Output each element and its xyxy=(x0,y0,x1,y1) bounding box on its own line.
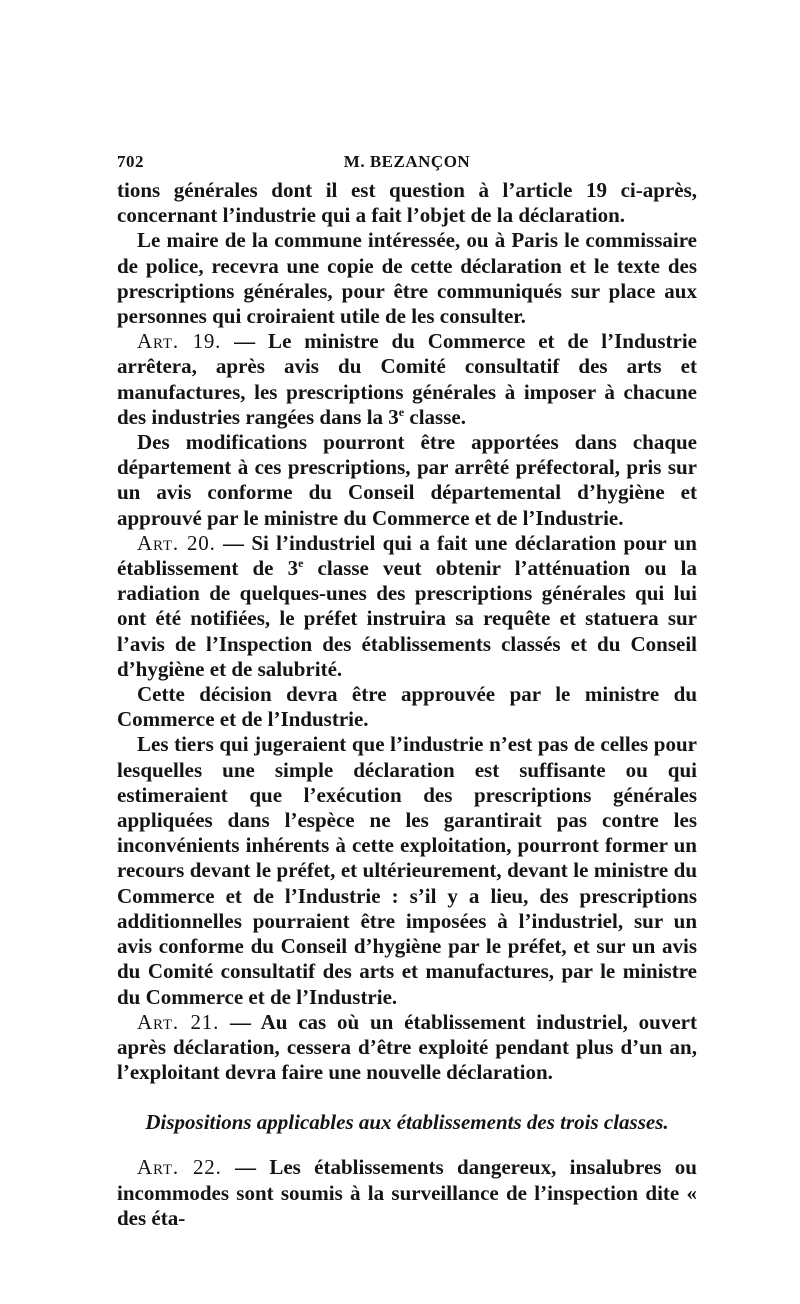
article-22 xyxy=(117,1155,697,1231)
article-19 xyxy=(117,329,697,430)
paragraph-text: Les tiers qui jugeraient que l’industrie n’est pas de celles pour lesquelles une simple déclaration est suffisante ou qui estimeraient que l’exécution des prescriptions générales appliquées dans l’espèce ne les garantirait pas contre les inconvénients inhérents à cette exploitation, pourront former un recours devant le préfet, et ultérieurement, devant le ministre du Commerce et de l’Industrie : s’il y a lieu, des prescriptions additionnelles pourraient être imposées à l’industriel, sur un avis conforme du Conseil d’hygiène par le préfet, et sur un avis du Comité consultatif des arts et manufactures, par le ministre du Commerce et de l’Industrie. xyxy=(117,732,697,1009)
paragraph-text: tions générales dont il est question à l’article 19 ci-après, concernant l’industrie qui a fait l’objet de la déclaration. xyxy=(117,178,697,228)
section-heading: Dispositions applicables aux établissements des trois classes. xyxy=(145,1110,669,1135)
ordinal-superscript: e xyxy=(298,556,304,571)
article-label: Art. 19. xyxy=(137,329,222,354)
body-text xyxy=(117,178,697,1231)
article-label: Art. 22. xyxy=(137,1155,222,1180)
paragraph-continuation xyxy=(117,178,697,228)
paragraph-mayor xyxy=(117,228,697,329)
paragraph-decision xyxy=(117,682,697,732)
article-21 xyxy=(117,1010,697,1086)
article-text: — Si l’industriel qui a fait une déclaration pour un établissement de 3 xyxy=(117,530,697,581)
article-label: Art. 21. xyxy=(137,1009,220,1034)
paragraph-text: Des modifications pourront être apportées dans chaque département à ces prescriptions, par arrêté préfectoral, pris sur un avis conforme du Conseil départemental d’hygiène et approuvé par le ministre du Commerce et de l’Industrie. xyxy=(117,430,697,530)
paragraph-third-parties xyxy=(117,732,697,1009)
paragraph-modifications xyxy=(117,430,697,531)
article-20 xyxy=(117,531,697,682)
article-text: — Le ministre du Commerce et de l’Industrie arrêtera, après avis du Comité consultatif des arts et manufactures, les prescriptions générales à imposer à chacune des industries rangées dans la 3 xyxy=(117,329,697,429)
running-head xyxy=(117,148,697,178)
article-text-after: classe. xyxy=(404,404,466,429)
paragraph-text: Le maire de la commune intéressée, ou à Paris le commissaire de police, recevra une copie de cette déclaration et le texte des prescriptions générales, pour être communiqués sur place aux personnes qui croiraient utile de les consulter. xyxy=(117,228,697,329)
article-text-after: classe veut obtenir l’atténuation ou la radiation de quelques-unes des prescriptions générales qui lui ont été notifiées, le préfet instruira sa requête et statuera sur l’avis de l’Inspection des établissements classés et du Conseil d’hygiène et de salubrité. xyxy=(117,556,697,681)
article-text: — Au cas où un établissement industriel, ouvert après déclaration, cessera d’être exploité pendant plus d’un an, l’exploitant devra faire une nouvelle déclaration. xyxy=(117,1009,697,1085)
paragraph-text: Cette décision devra être approuvée par le ministre du Commerce et de l’Industrie. xyxy=(117,682,697,732)
article-label: Art. 20. xyxy=(137,530,216,555)
book-page xyxy=(117,148,697,1231)
page-number: 702 xyxy=(117,152,144,171)
ordinal-superscript: e xyxy=(398,404,405,419)
running-title: M. BEZANÇON xyxy=(343,152,471,171)
article-text: — Les établissements dangereux, insalubres ou incommodes sont soumis à la surveillance de l’inspection dite « des éta- xyxy=(117,1155,697,1230)
